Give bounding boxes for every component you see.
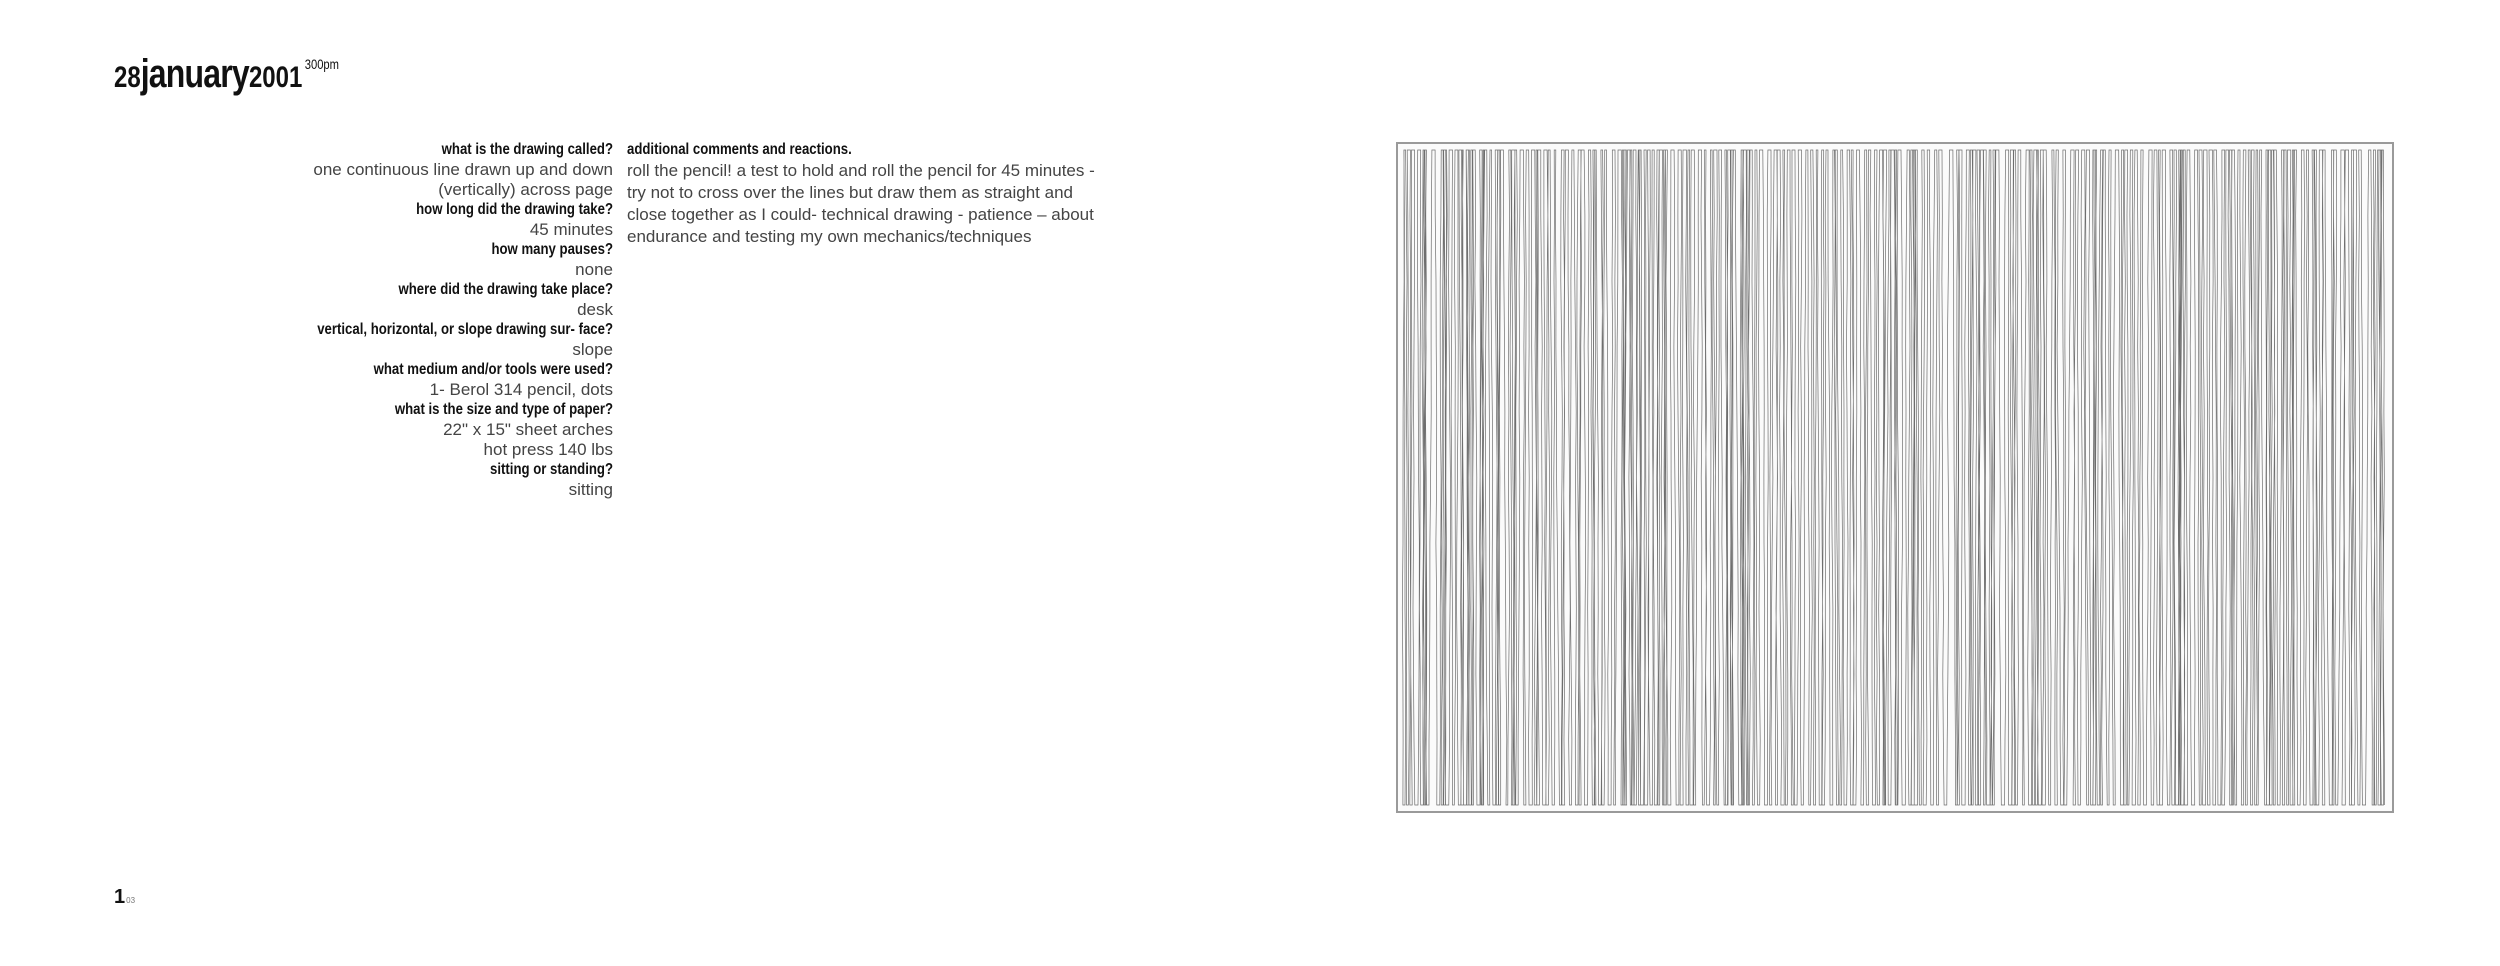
answer-text: sitting: [568, 480, 613, 499]
entry-month: january: [140, 52, 249, 96]
answer-text: one continuous line drawn up and down: [313, 160, 613, 179]
comments-title: additional comments and reactions.: [627, 141, 852, 158]
question-label: what medium and/or tools were used?: [373, 361, 613, 378]
question-label: where did the drawing take place?: [398, 281, 613, 298]
answer-text: slope: [572, 340, 613, 359]
answer-text: 1- Berol 314 pencil, dots: [429, 380, 613, 399]
entry-year: 2001: [248, 61, 303, 94]
question-label: vertical, horizontal, or slope drawing sur- face?: [317, 321, 613, 338]
entry-time: 300pm: [304, 56, 339, 72]
page-number-main: 1: [114, 886, 126, 908]
entry-day: 28: [114, 61, 141, 94]
artwork-image: [1396, 142, 2394, 813]
questionnaire: [263, 140, 613, 500]
page-number: [114, 886, 135, 909]
question-label: how long did the drawing take?: [416, 201, 613, 218]
answer-text: desk: [577, 300, 613, 319]
answer-text: 45 minutes: [529, 220, 613, 239]
page-number-sub: 03: [126, 896, 136, 905]
entry-date-heading: [114, 52, 339, 97]
comments-block: [627, 140, 1097, 248]
answer-text: 22" x 15" sheet arches: [443, 420, 613, 439]
question-label: what is the drawing called?: [441, 141, 613, 158]
question-label: sitting or standing?: [490, 461, 613, 478]
question-label: how many pauses?: [491, 241, 613, 258]
continuous-pencil-line: [1402, 150, 2384, 805]
answer-text: (vertically) across page: [438, 180, 613, 199]
pencil-line-drawing: [1398, 144, 2392, 811]
question-label: what is the size and type of paper?: [394, 401, 613, 418]
answer-text: none: [575, 260, 613, 279]
answer-text: hot press 140 lbs: [483, 440, 613, 459]
comments-body: roll the pencil! a test to hold and roll the pencil for 45 minutes - try not to cross over the lines but draw them as straight and close together as I could- technical drawing - patience – about endurance and testing my own mechanics/techniques: [627, 161, 1095, 246]
